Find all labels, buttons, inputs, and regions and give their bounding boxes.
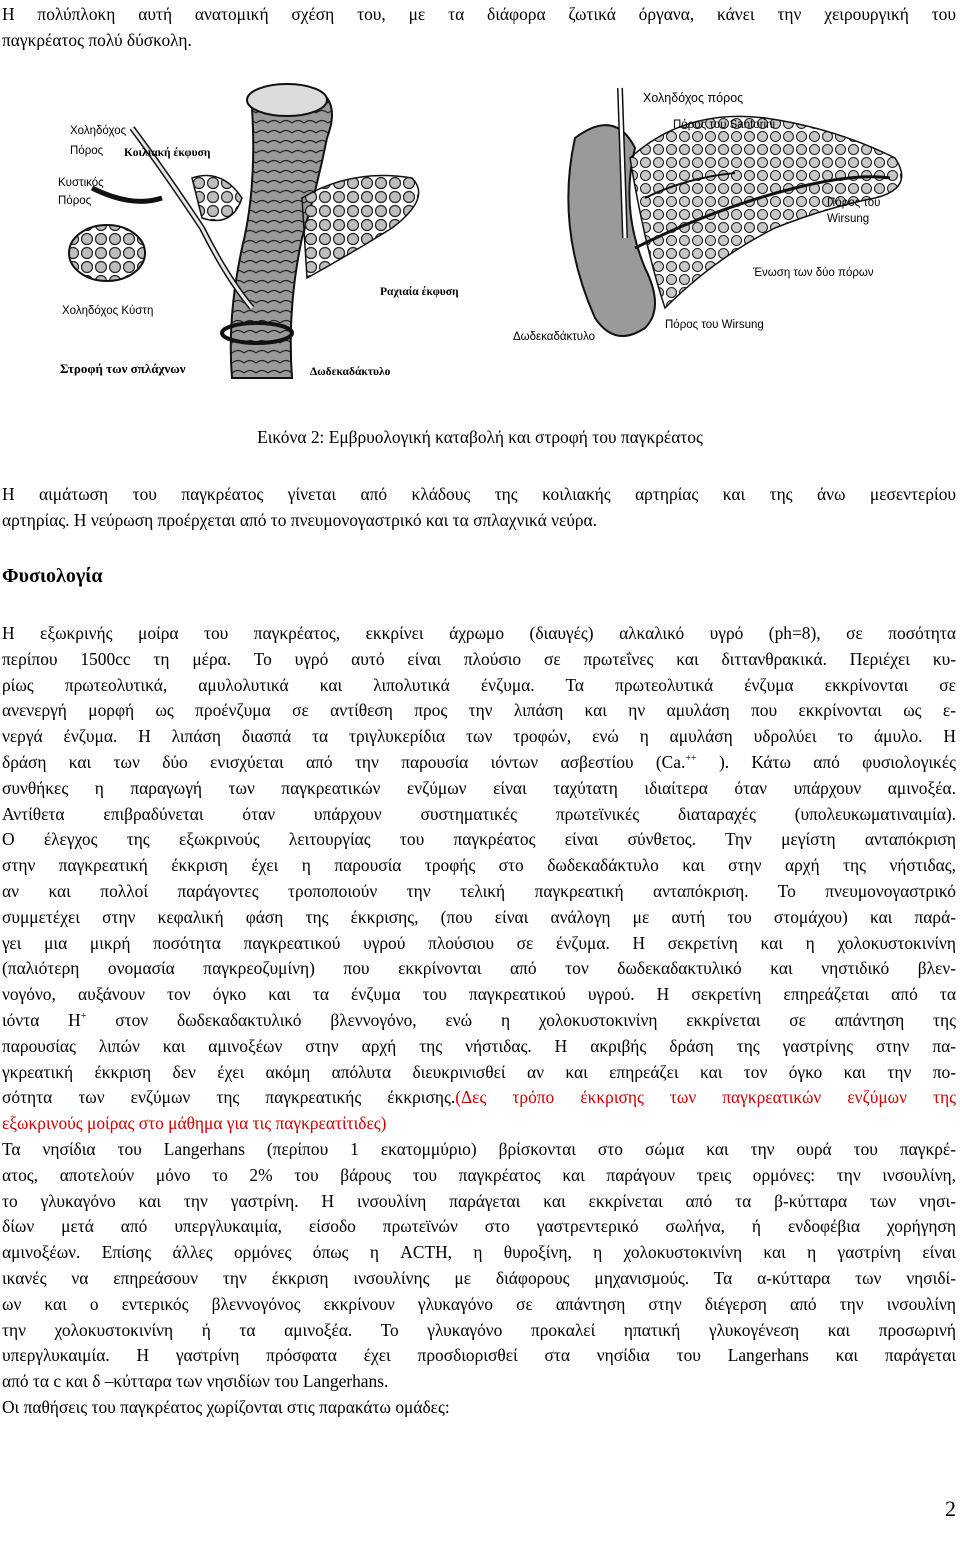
superscript: + — [80, 1011, 87, 1023]
label-cystic-poros: Πόρος — [58, 195, 92, 207]
cross-reference-note: (Δες τρόπο έκκρισης των παγκρεατικών ενζύμων της — [455, 1087, 957, 1108]
text-line: νογόνο, αυξάνουν τον όγκο και τα ένζυμα του παγκρεατικού υγρού. Η σεκρετίνη επηρεάζεται από τα — [2, 984, 956, 1005]
text-line: από τα c και δ –κύτταρα των νησιδίων του Langerhans. — [2, 1371, 389, 1392]
intro-paragraph — [2, 2, 956, 54]
text-line: ικανές να επηρεάσουν την έκκριση ινσουλίνης με διάφορους μηχανισμούς. Τα α-κύτταρα των νησιδί- — [2, 1267, 956, 1288]
label-santorini: Πόρος του Santorini — [673, 119, 776, 131]
text-line: την χολοκυστοκινίνη ή τα αμινοξέα. Το γλυκαγόνο προκαλεί ηπατική γλυκογένεση και προσωρινή — [2, 1319, 956, 1340]
label-wirsung-bottom: Πόρος του Wirsung — [665, 319, 764, 331]
label-rotation: Στροφή των σπλάχνων — [60, 361, 186, 376]
label-bile-duct: Χοληδόχος πόρος — [643, 91, 744, 105]
label-cystic: Κυστικός — [58, 177, 104, 189]
blood-supply-paragraph — [2, 482, 956, 534]
text-line: Η πολύπλοκη αυτή ανατομική σχέση του, με τα διάφορα ζωτικά όργανα, κάνει την χειρουργική του — [2, 4, 956, 24]
text-line-with-reference — [2, 1085, 956, 1111]
label-choledochus: Χοληδόχος — [70, 125, 127, 137]
label-dorsal-bud: Ραχιαία έκφυση — [380, 286, 459, 298]
anatomy-figure-right — [513, 78, 935, 368]
text-line: στην παγκρεατική έκκριση έχει η παρουσία τροφής στο δωδεκαδάκτυλο και στην αρχή της νήστιδας, — [2, 855, 956, 876]
label-gallbladder: Χοληδόχος Κύστη — [62, 305, 154, 317]
text-line: Η αιμάτωση του παγκρέατος γίνεται από κλάδους της κοιλιακής αρτηρίας και της άνω μεσεντερίου — [2, 484, 956, 504]
text-line-hydrogen — [2, 1008, 956, 1034]
text-line: υπεργλυκαιμία. Η γαστρίνη πρόσφατα έχει προσδιορισθεί στα νησίδια του Langerhans και παράγεται — [2, 1345, 956, 1366]
text-segment: ιόντα Η — [2, 1009, 81, 1030]
section-heading: Φυσιολογία — [2, 565, 103, 587]
pancreas-rotation-illustration — [52, 78, 459, 383]
label-duodenum-left: Δωδεκαδάκτυλο — [310, 366, 391, 378]
text-line: συνθήκες η παραγωγή των παγκρεατικών ενζύμων είναι ταχύτατη ιδιαίτερα όταν υπάρχουν αμινοξέα. — [2, 777, 956, 798]
label-poros: Πόρος — [70, 145, 104, 157]
text-line: Οι παθήσεις του παγκρέατος χωρίζονται στις παρακάτω ομάδες: — [2, 1396, 450, 1417]
text-line: Η εξωκρινής μοίρα του παγκρέατος, εκκρίνει άχρωμο (διαυγές) αλκαλικό υγρό (ph=8), σε ποσότητα — [2, 623, 956, 643]
physiology-paragraph — [2, 621, 956, 1421]
label-wirsung-1: Πόρος του — [827, 197, 881, 209]
text-line: ανενεργή μορφή ως προένζυμα σε αντίθεση προς την λιπάση και ην αμυλάση που εκκρίνονται ως ε- — [2, 700, 956, 721]
label-wirsung-2: Wirsung — [827, 213, 870, 225]
text-segment: δράση και των δύο ενισχύεται από την παρουσία ιόντων ασβεστίου (Ca. — [2, 751, 686, 772]
superscript: ++ — [685, 753, 697, 765]
text-line: αν και πολλοί παράγοντες τροποποιούν την τελική παγκρεατική ανταπόκριση. Το πνευμονογαστρικό — [2, 880, 956, 901]
embryology-figure-left — [52, 78, 459, 383]
label-coeliac-bud: Κοιλιακή έκφυση — [124, 147, 211, 159]
figure-caption: Εικόνα 2: Εμβρυολογική καταβολή και στροφή του παγκρέατος — [257, 427, 703, 447]
pancreatic-ducts-illustration — [513, 78, 935, 368]
cross-reference-note: εξωκρινούς μοίρας στο μάθημα για τις παγκρεατίτιδες) — [2, 1113, 387, 1134]
text-line: ατος, αποτελούν μόνο το 2% του βάρους του παγκρέατος και παράγουν τρεις ορμόνες: την ινσουλίνη, — [2, 1164, 956, 1185]
text-line: αμινοξέων. Επίσης άλλες ορμόνες όπως η ACTH, η θυροξίνη, η χολοκυστοκινίνη και η γαστρίνη είναι — [2, 1242, 956, 1263]
text-line: Αντίθετα επιβραδύνεται όταν υπάρχουν συστηματικές πρωτεϊνικές διαταραχές (υπολευκωματιναιμία). — [2, 803, 956, 824]
text-line-calcium — [2, 750, 956, 776]
text-line: γει μια μικρή ποσότητα παγκρεατικού υγρού πλούσιου σε ένζυμα. Η σεκρετίνη και η χολοκυστοκινίνη — [2, 932, 956, 953]
text-segment: ). Κάτω από φυσιολογικές — [696, 751, 957, 772]
text-line: (παλιότερη ονομασία παγκρεοζυμίνη) που εκκρίνονται από τον δωδεκαδακτυλικό και νηστιδικό βλεν- — [2, 958, 956, 979]
page-number: 2 — [945, 1496, 956, 1521]
text-line: παρουσίας λιπών και αμινοξέων στην αρχή της νήστιδας. Η ακριβής δράση της γαστρίνης στην πα- — [2, 1035, 956, 1056]
text-segment: στον δωδεκαδακτυλικό βλεννογόνο, ενώ η χολοκυστοκινίνη εκκρίνεται σε απάντηση της — [86, 1009, 956, 1030]
text-line: ρίως πρωτεολυτικά, αμυλολυτικά και λιπολυτικά ένζυμα. Τα πρωτεολυτικά ένζυμα εκκρίνονται σε — [2, 674, 956, 695]
label-union: Ένωση των δύο πόρων — [753, 267, 874, 279]
text-line: παγκρέατος πολύ δύσκολη. — [2, 29, 192, 50]
text-line: Τα νησίδια του Langerhans (περίπου 1 εκατομμύριο) βρίσκονται στο σώμα και την ουρά του παγκρέ- — [2, 1138, 956, 1159]
text-line: νεργά ένζυμα. Η λιπάση διασπά τα τριγλυκερίδια των τροφών, ενώ η αμυλάση υδρολύει το άμυλο. Η — [2, 726, 956, 747]
text-line: γκρεατική έκκριση δεν έχει ακόμη απόλυτα διευκρινισθεί αν και επηρεάζει και τον όγκο και την πο- — [2, 1061, 956, 1082]
text-line: το γλυκαγόνο και την γαστρίνη. Η ινσουλίνη παράγεται και εκκρίνεται από τα β-κύτταρα των νησι- — [2, 1190, 956, 1211]
text-line: αρτηρίας. Η νεύρωση προέρχεται από το πνευμονογαστρικό και τα σπλαχνικά νεύρα. — [2, 509, 598, 530]
text-line: ων και ο εντερικός βλεννογόνος εκκρίνουν γλυκαγόνο σε απάντηση στην διέγερση από την ινσουλίνη — [2, 1293, 956, 1314]
text-line: Ο έλεγχος της εξωκρινούς λειτουργίας του παγκρέατος είναι σύνθετος. Την μεγίστη ανταπόκριση — [2, 829, 956, 850]
label-duodenum-right: Δωδεκαδάκτυλο — [513, 331, 596, 343]
text-segment: σότητα των ενζύμων της παγκρεατικής έκκρισης. — [2, 1087, 456, 1108]
text-line: περίπου 1500cc τη μέρα. Το υγρό αυτό είναι πλούσιο σε πρωτεΐνες και διττανθρακικά. Περιέχει κυ- — [2, 648, 956, 669]
text-line: συμμετέχει στην κεφαλική φάση της έκκρισης, (που είναι ανάλογη με αυτή του στομάχου) και παρά- — [2, 906, 956, 927]
text-line: δίων μετά από υπεργλυκαιμία, είσοδο πρωτεϊνών στο γαστρεντερικό σωλήνα, ή ενδοφέβια χορήγηση — [2, 1216, 956, 1237]
